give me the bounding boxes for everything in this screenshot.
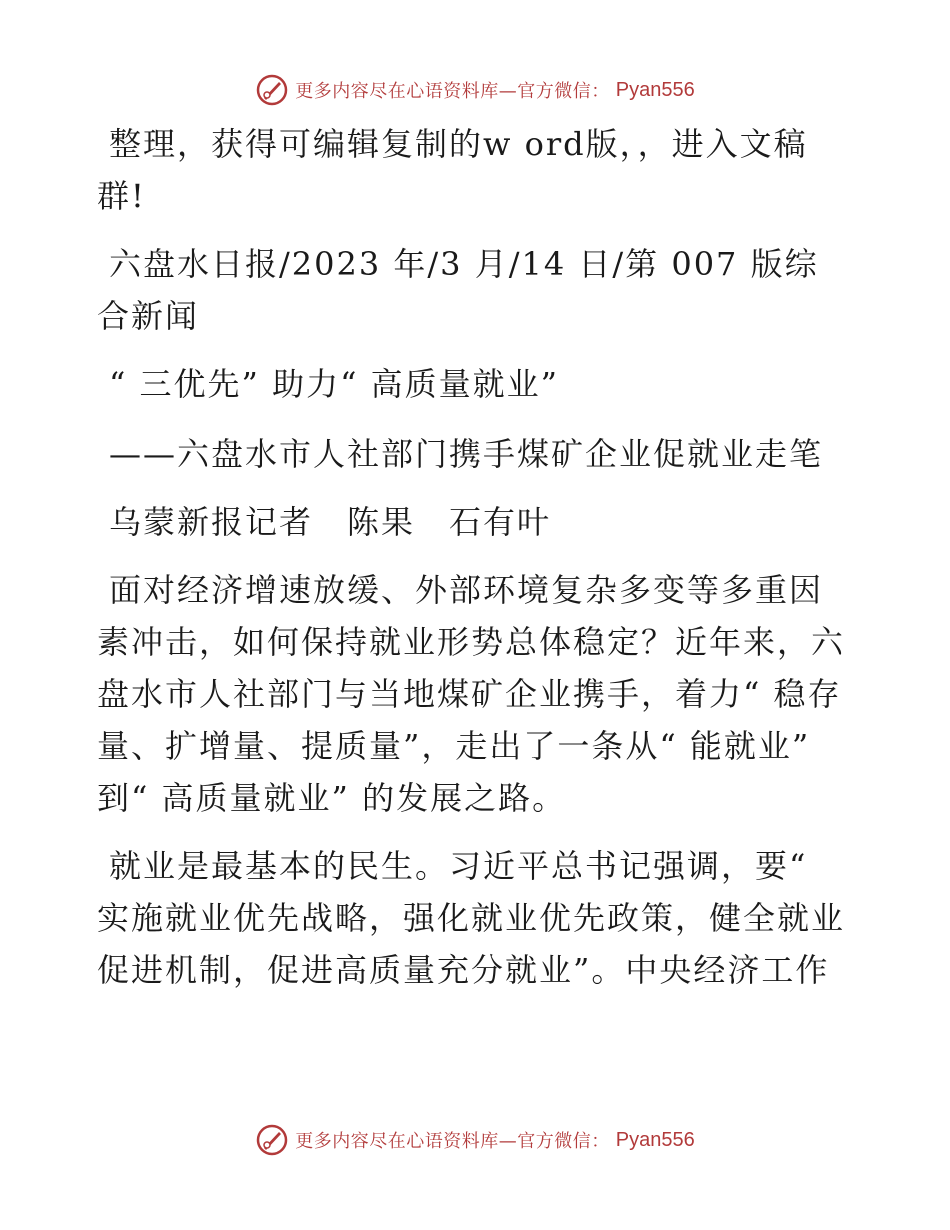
- footer-banner: [0, 1120, 950, 1160]
- intro-paragraph: 整理，获得可编辑复制的w ord版，，进入文稿群!: [97, 125, 808, 215]
- quill-seal-icon: [255, 1123, 289, 1157]
- quill-seal-icon: [255, 73, 289, 107]
- article-subheadline: ——六盘水市人社部门携手煤矿企业促就业走笔: [109, 435, 824, 473]
- document-body: [97, 118, 852, 1012]
- header-banner: [0, 70, 950, 110]
- header-wechat-id: Pyan556: [615, 78, 695, 101]
- article-headline: “ 三优先” 助力“ 高质量就业”: [109, 365, 559, 403]
- body-paragraph-2: 就业是最基本的民生。习近平总书记强调，要“ 实施就业优先战略，强化就业优先政策，健全就业促进机制，促进高质量充分就业”。中央经济工作: [97, 847, 846, 989]
- footer-wechat-id: Pyan556: [615, 1128, 695, 1151]
- source-line: 六盘水日报/2023 年/3 月/14 日/第 007 版综合新闻: [97, 245, 819, 335]
- body-paragraph-1: 面对经济增速放缓、外部环境复杂多变等多重因素冲击，如何保持就业形势总体稳定？近年来，六盘水市人社部门与当地煤矿企业携手，着力“ 稳存量、扩增量、提质量”，走出了一条从“ 能就业” 到“ 高质量就业” 的发展之路。: [97, 571, 846, 817]
- header-banner-text: 更多内容尽在心语资料库—官方微信：: [295, 81, 610, 102]
- footer-banner-text: 更多内容尽在心语资料库—官方微信：: [295, 1131, 610, 1152]
- article-byline: 乌蒙新报记者 陈果 石有叶: [109, 503, 552, 541]
